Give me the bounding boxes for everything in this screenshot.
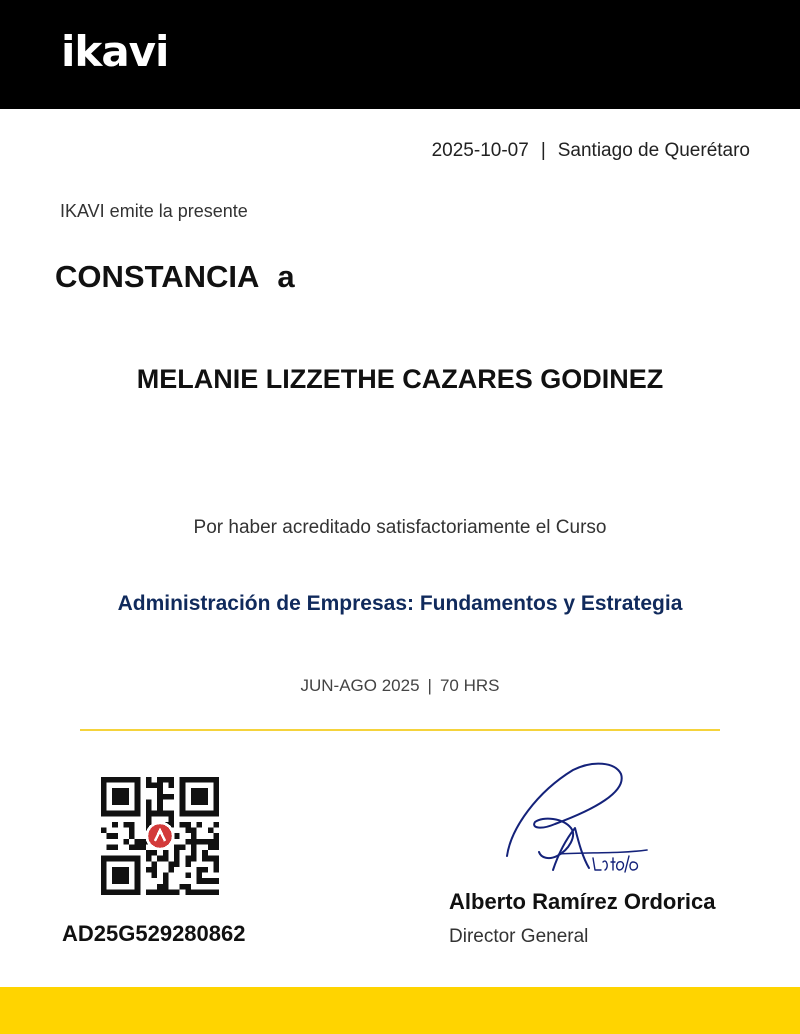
title-preposition: a bbox=[277, 259, 295, 294]
certificate-folio: AD25G529280862 bbox=[62, 921, 246, 946]
course-hours: 70 HRS bbox=[439, 676, 500, 695]
yellow-divider bbox=[80, 729, 720, 731]
header-bar bbox=[0, 0, 800, 109]
course-period bbox=[0, 676, 800, 696]
signatory-name: Alberto Ramírez Ordorica bbox=[449, 889, 716, 914]
issue-date: 2025-10-07 bbox=[431, 140, 529, 161]
period-separator: | bbox=[427, 676, 432, 695]
recipient-name: MELANIE LIZZETHE CAZARES GODINEZ bbox=[136, 364, 664, 394]
period-dates: JUN-AGO 2025 bbox=[300, 676, 420, 695]
director-signature bbox=[497, 758, 667, 888]
ikavi-logo: ikavi bbox=[61, 27, 169, 76]
date-location-line bbox=[432, 140, 750, 162]
course-name: Administración de Empresas: Fundamentos y Estrategia bbox=[117, 592, 683, 615]
title-word: CONSTANCIA bbox=[55, 259, 260, 294]
date-separator: | bbox=[540, 140, 546, 161]
intro-text: IKAVI emite la presente bbox=[60, 201, 248, 221]
footer-bar bbox=[0, 987, 800, 1034]
reason-text: Por haber acreditado satisfactoriamente el Curso bbox=[193, 517, 607, 538]
certificate-title bbox=[55, 259, 295, 295]
signatory-role: Director General bbox=[449, 926, 589, 947]
qr-code-icon bbox=[101, 777, 219, 895]
issue-location: Santiago de Querétaro bbox=[557, 140, 750, 161]
